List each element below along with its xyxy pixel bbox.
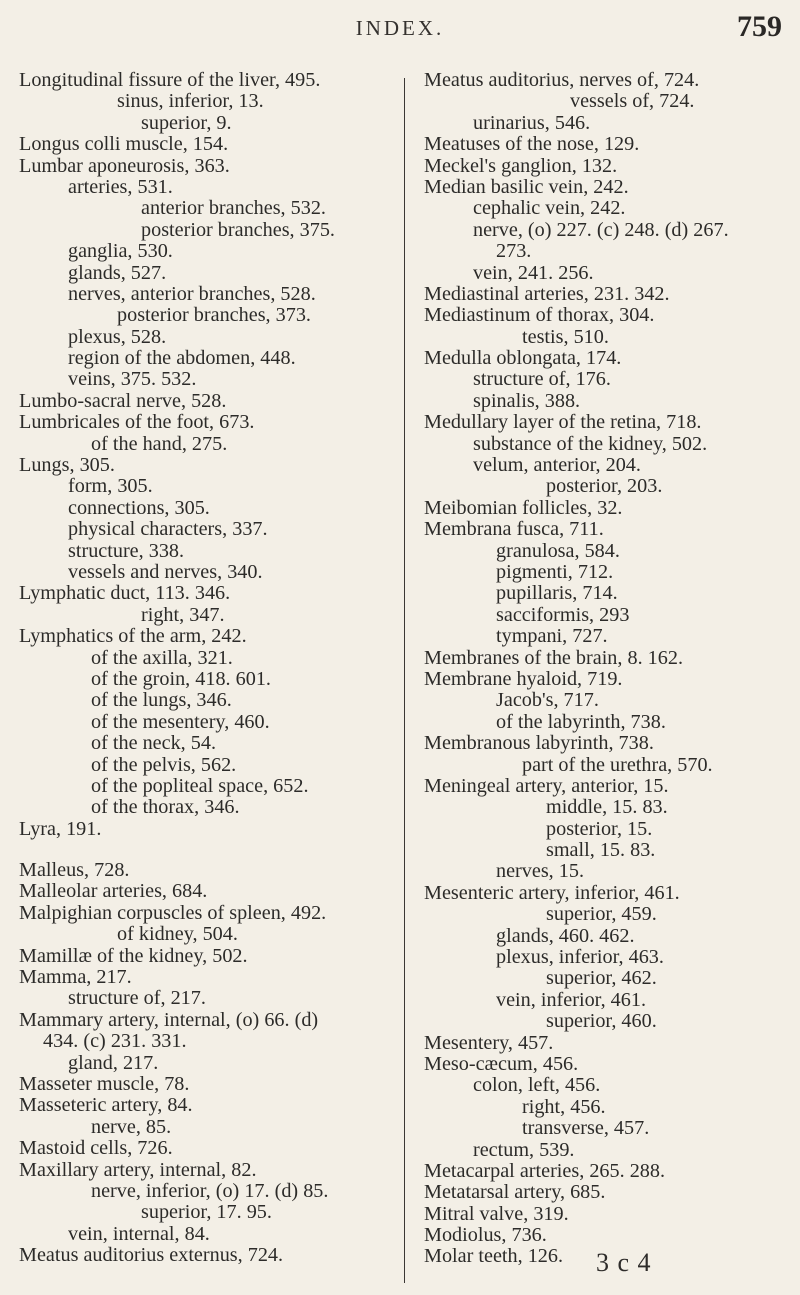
- index-entry: Malleolar arteries, 684.: [19, 880, 208, 903]
- index-entry: superior, 462.: [546, 967, 657, 990]
- index-entry: Longus colli muscle, 154.: [19, 133, 229, 156]
- index-entry: ganglia, 530.: [68, 240, 173, 263]
- index-entry: structure of, 217.: [68, 987, 206, 1010]
- index-column-left: [19, 70, 389, 1266]
- index-entry: sacciformis, 293: [496, 603, 630, 626]
- index-entry: Meso-cæcum, 456.: [424, 1052, 579, 1075]
- index-entry: structure of, 176.: [473, 368, 611, 391]
- index-entry: superior, 459.: [546, 903, 657, 926]
- index-entry: tympani, 727.: [496, 625, 608, 648]
- index-entry: plexus, 528.: [68, 325, 167, 348]
- index-entry: Mediastinum of thorax, 304.: [424, 304, 655, 327]
- index-entry: vessels and nerves, 340.: [68, 560, 263, 583]
- index-entry: rectum, 539.: [473, 1138, 575, 1161]
- index-entry: veins, 375. 532.: [68, 368, 197, 391]
- index-entry: anterior branches, 532.: [141, 197, 326, 220]
- index-entry: form, 305.: [68, 475, 153, 498]
- index-entry: vessels of, 724.: [570, 90, 695, 113]
- index-entry: Longitudinal fissure of the liver, 495.: [19, 69, 321, 91]
- index-entry: posterior branches, 373.: [117, 304, 311, 327]
- index-entry: of the popliteal space, 652.: [91, 774, 309, 797]
- index-entry: right, 347.: [141, 603, 225, 626]
- index-entry: of the hand, 275.: [91, 432, 228, 455]
- index-entry: vein, inferior, 461.: [496, 988, 646, 1011]
- index-entry: vein, 241. 256.: [473, 261, 594, 284]
- index-entry: Lymphatics of the arm, 242.: [19, 625, 247, 648]
- index-entry: Membrana fusca, 711.: [424, 518, 604, 541]
- index-entry: Meckel's ganglion, 132.: [424, 154, 618, 177]
- index-entry: Molar teeth, 126.: [424, 1245, 564, 1268]
- index-entry: Membranes of the brain, 8. 162.: [424, 646, 684, 669]
- index-entry: of kidney, 504.: [117, 923, 238, 946]
- index-entry: middle, 15. 83.: [546, 796, 668, 819]
- index-entry: transverse, 457.: [522, 1117, 650, 1140]
- index-entry: glands, 460. 462.: [496, 924, 635, 947]
- index-entry: Maxillary artery, internal, 82.: [19, 1158, 257, 1181]
- index-entry: of the neck, 54.: [91, 732, 217, 755]
- index-entry: velum, anterior, 204.: [473, 454, 641, 477]
- index-entry: Metatarsal artery, 685.: [424, 1181, 606, 1204]
- index-entry: pigmenti, 712.: [496, 560, 614, 583]
- index-entry: posterior, 15.: [546, 817, 653, 840]
- index-entry: Meatus auditorius externus, 724.: [19, 1244, 284, 1267]
- index-entry: Malleus, 728.: [19, 859, 130, 882]
- index-entry: urinarius, 546.: [473, 111, 591, 134]
- index-entry: of the groin, 418. 601.: [91, 667, 271, 690]
- index-entry: plexus, inferior, 463.: [496, 946, 664, 969]
- index-entry: posterior, 203.: [546, 475, 663, 498]
- running-title: INDEX.: [355, 16, 445, 40]
- index-entry: nerves, 15.: [496, 860, 585, 883]
- index-entry: Medullary layer of the retina, 718.: [424, 411, 702, 434]
- index-entry: substance of the kidney, 502.: [473, 432, 708, 455]
- signature-mark: 3 c 4: [596, 1248, 652, 1277]
- index-entry: of the thorax, 346.: [91, 796, 240, 819]
- index-entry: Lumbar aponeurosis, 363.: [19, 154, 230, 177]
- index-entry: cephalic vein, 242.: [473, 197, 626, 220]
- index-entry: Lyra, 191.: [19, 817, 102, 840]
- index-entry: Mediastinal arteries, 231. 342.: [424, 282, 670, 305]
- index-entry: sinus, inferior, 13.: [117, 90, 264, 113]
- index-entry: superior, 17. 95.: [141, 1201, 272, 1224]
- index-entry: Membranous labyrinth, 738.: [424, 732, 654, 755]
- index-entry: Lumbricales of the foot, 673.: [19, 411, 255, 434]
- index-entry: Jacob's, 717.: [496, 689, 599, 712]
- index-entry: Mesenteric artery, inferior, 461.: [424, 881, 680, 904]
- index-entry: of the lungs, 346.: [91, 689, 232, 712]
- index-entry: region of the abdomen, 448.: [68, 347, 296, 370]
- index-entry: Meibomian follicles, 32.: [424, 496, 623, 519]
- index-entry: Mamillæ of the kidney, 502.: [19, 944, 248, 967]
- index-entry: nerves, anterior branches, 528.: [68, 282, 316, 305]
- index-entry: arteries, 531.: [68, 175, 173, 198]
- index-entry: Medulla oblongata, 174.: [424, 347, 622, 370]
- index-entry: of the pelvis, 562.: [91, 753, 237, 776]
- index-entry: Mastoid cells, 726.: [19, 1137, 173, 1160]
- index-entry: Mammary artery, internal, (o) 66. (d): [19, 1008, 319, 1031]
- index-entry: of the labyrinth, 738.: [496, 710, 666, 733]
- index-entry: Lungs, 305.: [19, 454, 115, 477]
- index-entry: superior, 9.: [141, 111, 232, 134]
- index-entry: Meatus auditorius, nerves of, 724.: [424, 69, 700, 91]
- index-entry: Mitral valve, 319.: [424, 1202, 569, 1225]
- index-entry: gland, 217.: [68, 1051, 159, 1074]
- index-entry: nerve, inferior, (o) 17. (d) 85.: [91, 1179, 329, 1202]
- index-entry: nerve, 85.: [91, 1115, 172, 1138]
- index-entry: Meningeal artery, anterior, 15.: [424, 774, 669, 797]
- index-entry: Lymphatic duct, 113. 346.: [19, 582, 231, 605]
- index-entry: glands, 527.: [68, 261, 167, 284]
- index-entry: granulosa, 584.: [496, 539, 620, 562]
- index-entry: structure, 338.: [68, 539, 185, 562]
- index-entry: Lumbo-sacral nerve, 528.: [19, 389, 227, 412]
- index-entry: physical characters, 337.: [68, 518, 268, 541]
- index-entry: right, 456.: [522, 1095, 606, 1118]
- index-entry: pupillaris, 714.: [496, 582, 618, 605]
- index-entry: small, 15. 83.: [546, 839, 656, 862]
- index-entry: connections, 305.: [68, 496, 210, 519]
- index-entry: Mamma, 217.: [19, 966, 132, 989]
- index-entry: Masseter muscle, 78.: [19, 1072, 190, 1095]
- index-entry: 434. (c) 231. 331.: [43, 1030, 187, 1053]
- index-entry: Masseteric artery, 84.: [19, 1094, 193, 1117]
- index-entry: posterior branches, 375.: [141, 218, 335, 241]
- column-divider: [404, 78, 405, 1283]
- index-entry: spinalis, 388.: [473, 389, 581, 412]
- index-entry: of the mesentery, 460.: [91, 710, 270, 733]
- index-entry: Median basilic vein, 242.: [424, 175, 629, 198]
- index-entry: 273.: [496, 240, 532, 263]
- index-entry: superior, 460.: [546, 1010, 657, 1033]
- page-number: 759: [737, 10, 782, 43]
- index-entry: Malpighian corpuscles of spleen, 492.: [19, 901, 327, 924]
- index-entry: Modiolus, 736.: [424, 1224, 547, 1247]
- index-entry: part of the urethra, 570.: [522, 753, 713, 776]
- index-entry: Metacarpal arteries, 265. 288.: [424, 1159, 666, 1182]
- index-column-right: [424, 70, 794, 1268]
- index-entry: of the axilla, 321.: [91, 646, 233, 669]
- index-entry: Meatuses of the nose, 129.: [424, 133, 640, 156]
- index-entry: colon, left, 456.: [473, 1074, 601, 1097]
- index-entry: nerve, (o) 227. (c) 248. (d) 267.: [473, 218, 729, 241]
- index-entry: vein, internal, 84.: [68, 1222, 210, 1245]
- index-entry: Mesentery, 457.: [424, 1031, 554, 1054]
- index-entry: Membrane hyaloid, 719.: [424, 667, 623, 690]
- index-entry: testis, 510.: [522, 325, 609, 348]
